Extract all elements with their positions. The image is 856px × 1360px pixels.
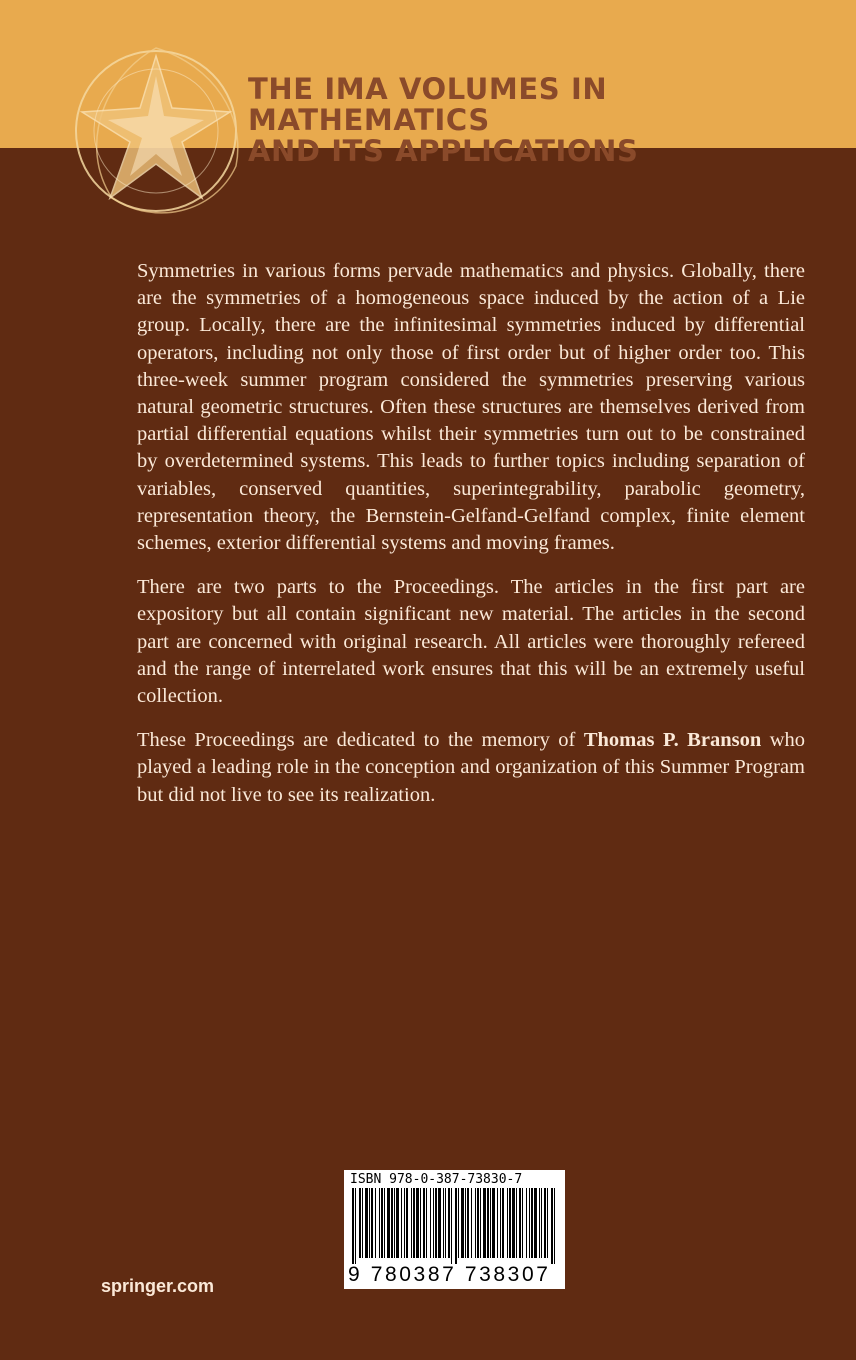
barcode-bar [487, 1188, 489, 1258]
barcode-bar [455, 1188, 457, 1264]
barcode-bar [522, 1188, 523, 1258]
dedication-text-start: These Proceedings are dedicated to the memory of [137, 729, 576, 752]
isbn-barcode [344, 1170, 565, 1289]
barcode-bar [435, 1188, 437, 1258]
barcode-bar [451, 1188, 452, 1264]
barcode-bar [547, 1188, 548, 1258]
barcode-bar [516, 1188, 517, 1258]
barcode-bar [404, 1188, 405, 1258]
barcode-bar [384, 1188, 385, 1258]
barcode-bar [426, 1188, 427, 1258]
barcode-bar [413, 1188, 415, 1258]
dedication-text-end: who played a leading role in the conception and organization of this Summer Program but did not live to see its realization. [137, 729, 806, 806]
barcode-bar [371, 1188, 373, 1258]
barcode-bar [394, 1188, 395, 1258]
barcode-bar [416, 1188, 419, 1258]
barcode-bar [467, 1188, 469, 1258]
barcode-bar [465, 1188, 466, 1258]
barcode-bar [461, 1188, 464, 1258]
barcode-bar [391, 1188, 393, 1258]
barcode-bar [480, 1188, 481, 1258]
blurb-paragraph-2: There are two parts to the Proceedings. The articles in the first part are expository but all contain significant new material. The articles in the second part are concerned with original research. All articles were thoroughly refereed and the range of interrelated work ensures that this will be an extremely useful collection. [137, 576, 805, 708]
barcode-bar [443, 1188, 444, 1258]
barcode-bar [352, 1188, 354, 1264]
barcode-bar [477, 1188, 479, 1258]
barcode-bar [365, 1188, 368, 1258]
blurb-paragraph-1: Symmetries in various forms pervade mathematics and physics. Globally, there are the symmetries of a homogeneous space induced by the action of a Lie group. Locally, there are the infinitesimal symmetries induced by differential operators, including not only those of first order but of higher order too. This three-week summer program considered the symmetries preserving various natural geometric structures. Often these structures are themselves derived from partial differential equations whilst their symmetries turn out to be constrained by overdetermined systems. This leads to further topics including separation of variables, conserved quantities, superintegrability, parabolic geometry, representation theory, the Bernstein-Gelfand-Gelfand complex, finite element schemes, exterior differential systems and moving frames. [137, 260, 805, 555]
barcode-bar [539, 1188, 540, 1258]
ean-digits: 9 780387 738307 [348, 1263, 551, 1286]
barcode-bar [433, 1188, 434, 1258]
barcode-bar [531, 1188, 533, 1258]
barcode-bar [387, 1188, 390, 1258]
barcode-bar [554, 1188, 555, 1264]
series-title [248, 74, 856, 167]
ima-star-logo [64, 36, 248, 226]
barcode-bar [406, 1188, 408, 1258]
barcode-bar [541, 1188, 542, 1258]
barcode-bar [500, 1188, 501, 1258]
barcode-bar [526, 1188, 527, 1258]
barcode-bar [534, 1188, 537, 1258]
barcode-bar [448, 1188, 450, 1258]
barcode-bar [483, 1188, 486, 1258]
barcode-bar [438, 1188, 441, 1258]
barcode-bar [497, 1188, 498, 1258]
barcode-bar [507, 1188, 508, 1258]
barcode-bar [375, 1188, 376, 1258]
barcode-bar [544, 1188, 546, 1258]
barcode-bar [475, 1188, 476, 1258]
barcode-bar [359, 1188, 361, 1258]
series-title-line-1: THE IMA VOLUMES IN MATHEMATICS [248, 72, 608, 137]
barcode-bar [512, 1188, 515, 1258]
barcode-bar [420, 1188, 421, 1258]
barcode-bar [381, 1188, 383, 1258]
barcode-bar [355, 1188, 356, 1264]
barcode-bar [362, 1188, 363, 1258]
isbn-number: ISBN 978-0-387-73830-7 [350, 1172, 523, 1187]
barcode-bar [379, 1188, 380, 1258]
barcode-bar [502, 1188, 504, 1258]
barcode-bar [519, 1188, 521, 1258]
barcode-bar [529, 1188, 530, 1258]
barcode-bar [401, 1188, 402, 1258]
barcode-bar [509, 1188, 511, 1258]
barcode-bar [445, 1188, 446, 1258]
barcode-bar [423, 1188, 425, 1258]
blurb-paragraph-3 [137, 727, 805, 809]
barcode-bar [411, 1188, 412, 1258]
series-title-line-2: AND ITS APPLICATIONS [248, 134, 639, 168]
barcode-bar [551, 1188, 553, 1264]
barcode-bar [458, 1188, 459, 1258]
back-cover-blurb [137, 258, 805, 826]
barcode-bar [430, 1188, 431, 1258]
barcode-bar [471, 1188, 472, 1258]
barcode-bars [348, 1188, 561, 1264]
barcode-bar [492, 1188, 495, 1258]
publisher-website: springer.com [101, 1276, 215, 1296]
dedication-name: Thomas P. Branson [583, 729, 762, 752]
barcode-bar [369, 1188, 370, 1258]
barcode-bar [396, 1188, 399, 1258]
barcode-bar [490, 1188, 491, 1258]
